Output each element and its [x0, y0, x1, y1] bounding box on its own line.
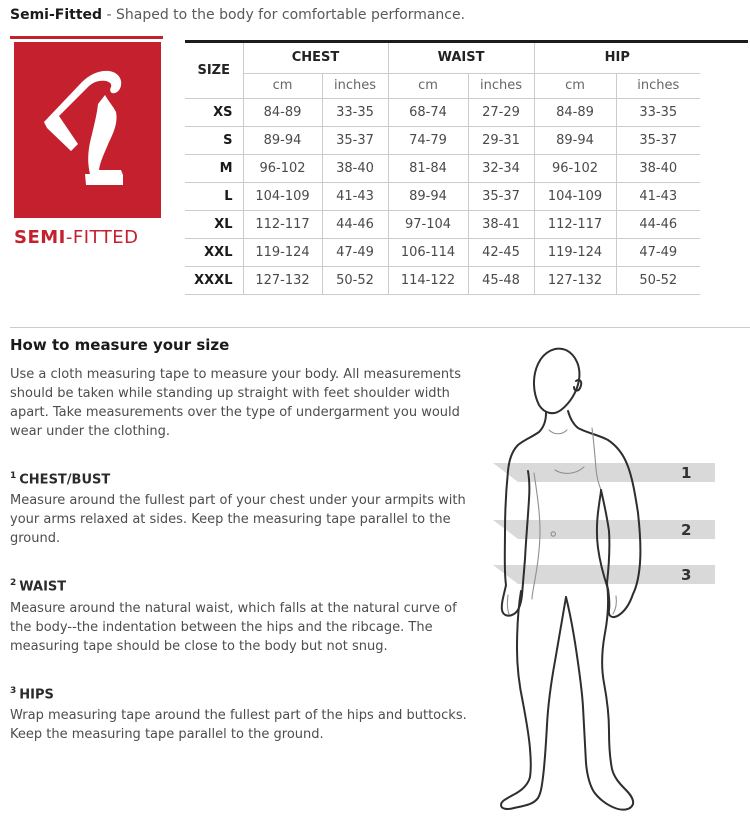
hip-band-number: 3	[681, 566, 692, 584]
measurement-cell: 32-34	[468, 154, 534, 182]
measurement-cell: 106-114	[388, 238, 468, 266]
unit-label-cm: cm	[243, 73, 322, 98]
measure-intro: Use a cloth measuring tape to measure your body. All measurements should be taken while standing up straight with feet shoulder width apart. Take measurements over the type of undergarment you would wear under the clothing.	[10, 367, 462, 439]
measure-section-waist	[10, 574, 472, 655]
measurement-cell: 74-79	[388, 126, 468, 154]
page-title	[10, 7, 465, 23]
fit-name: Semi-Fitted	[10, 7, 103, 23]
table-row	[185, 266, 700, 294]
hips-label: HIPS	[19, 686, 54, 702]
semi-fitted-logo	[14, 42, 161, 218]
how-to-measure-title: How to measure your size	[10, 336, 230, 354]
measurement-cell: 84-89	[534, 98, 616, 126]
unit-label-cm: cm	[388, 73, 468, 98]
measurement-cell: 35-37	[322, 126, 388, 154]
measurement-cell: 33-35	[616, 98, 700, 126]
section-divider	[10, 327, 750, 328]
waist-label: WAIST	[19, 579, 67, 595]
table-row	[185, 210, 700, 238]
red-divider	[10, 36, 163, 39]
measure-section-hips	[10, 682, 472, 744]
measurement-cell: 38-41	[468, 210, 534, 238]
measurement-cell: 81-84	[388, 154, 468, 182]
chest-band-number: 1	[681, 464, 692, 482]
logo-label-bold: SEMI	[14, 227, 66, 248]
measurement-cell: 119-124	[534, 238, 616, 266]
hips-instructions: Wrap measuring tape around the fullest part of the hips and buttocks. Keep the measuring tape parallel to the ground.	[10, 707, 467, 742]
measurement-cell: 38-40	[322, 154, 388, 182]
size-label: XL	[185, 210, 243, 238]
measurement-cell: 29-31	[468, 126, 534, 154]
size-label: XS	[185, 98, 243, 126]
how-to-measure-section	[10, 336, 472, 770]
body-outline-figure	[488, 333, 750, 819]
waist-heading	[10, 574, 472, 596]
size-label: L	[185, 182, 243, 210]
unit-label-inches: inches	[616, 73, 700, 98]
unit-label-inches: inches	[322, 73, 388, 98]
measurement-cell: 41-43	[322, 182, 388, 210]
sizing-table-container	[185, 40, 748, 295]
measurement-cell: 33-35	[322, 98, 388, 126]
column-header-hip: HIP	[534, 43, 700, 73]
measurement-cell: 104-109	[534, 182, 616, 210]
measurement-cell: 42-45	[468, 238, 534, 266]
measurement-cell: 114-122	[388, 266, 468, 294]
sizing-table	[185, 43, 700, 295]
measurement-cell: 96-102	[243, 154, 322, 182]
measurement-cell: 47-49	[616, 238, 700, 266]
waist-band-number: 2	[681, 521, 692, 539]
body-measurement-diagram	[488, 333, 750, 819]
hips-heading	[10, 682, 472, 704]
table-row	[185, 238, 700, 266]
measurement-cell: 112-117	[534, 210, 616, 238]
table-row	[185, 154, 700, 182]
unit-label-inches: inches	[468, 73, 534, 98]
chest-number: 1	[10, 471, 17, 481]
size-label: XXXL	[185, 266, 243, 294]
measurement-cell: 112-117	[243, 210, 322, 238]
column-header-waist: WAIST	[388, 43, 534, 73]
measurement-cell: 44-46	[322, 210, 388, 238]
measurement-cell: 89-94	[534, 126, 616, 154]
measurement-cell: 96-102	[534, 154, 616, 182]
measurement-cell: 35-37	[616, 126, 700, 154]
measure-section-chest	[10, 467, 472, 548]
column-header-size: SIZE	[185, 43, 243, 98]
table-units-row	[185, 73, 700, 98]
measurement-cell: 84-89	[243, 98, 322, 126]
measurement-cell: 119-124	[243, 238, 322, 266]
size-label: S	[185, 126, 243, 154]
chest-label: CHEST/BUST	[19, 472, 111, 488]
measurement-cell: 44-46	[616, 210, 700, 238]
size-table-body	[185, 98, 700, 294]
measurement-cell: 68-74	[388, 98, 468, 126]
unit-label-cm: cm	[534, 73, 616, 98]
measurement-cell: 38-40	[616, 154, 700, 182]
measurement-cell: 50-52	[616, 266, 700, 294]
semi-fitted-torso-icon	[14, 42, 161, 218]
fit-description: - Shaped to the body for comfortable performance.	[102, 7, 466, 23]
measurement-cell: 47-49	[322, 238, 388, 266]
logo-label-rest: -FITTED	[65, 227, 139, 248]
measurement-cell: 89-94	[388, 182, 468, 210]
measurement-cell: 27-29	[468, 98, 534, 126]
size-label: M	[185, 154, 243, 182]
size-label: XXL	[185, 238, 243, 266]
table-row	[185, 182, 700, 210]
measurement-cell: 104-109	[243, 182, 322, 210]
chest-heading	[10, 467, 472, 489]
measurement-cell: 35-37	[468, 182, 534, 210]
hips-number: 3	[10, 685, 17, 696]
table-row	[185, 98, 700, 126]
column-header-chest: CHEST	[243, 43, 388, 73]
measurement-cell: 41-43	[616, 182, 700, 210]
measurement-cell: 97-104	[388, 210, 468, 238]
measurement-cell: 127-132	[243, 266, 322, 294]
table-header-row	[185, 43, 700, 73]
table-row	[185, 126, 700, 154]
chest-instructions: Measure around the fullest part of your chest under your armpits with your arms relaxed at sides. Keep the measuring tape parallel to the ground.	[10, 493, 466, 547]
measurement-cell: 89-94	[243, 126, 322, 154]
measurement-cell: 127-132	[534, 266, 616, 294]
measurement-cell: 45-48	[468, 266, 534, 294]
waist-instructions: Measure around the natural waist, which falls at the natural curve of the body--the indentation between the hips and the ribcage. The measuring tape should be close to the body but not snug.	[10, 600, 457, 654]
measurement-cell: 50-52	[322, 266, 388, 294]
waist-number: 2	[10, 578, 17, 589]
logo-label	[14, 227, 138, 248]
